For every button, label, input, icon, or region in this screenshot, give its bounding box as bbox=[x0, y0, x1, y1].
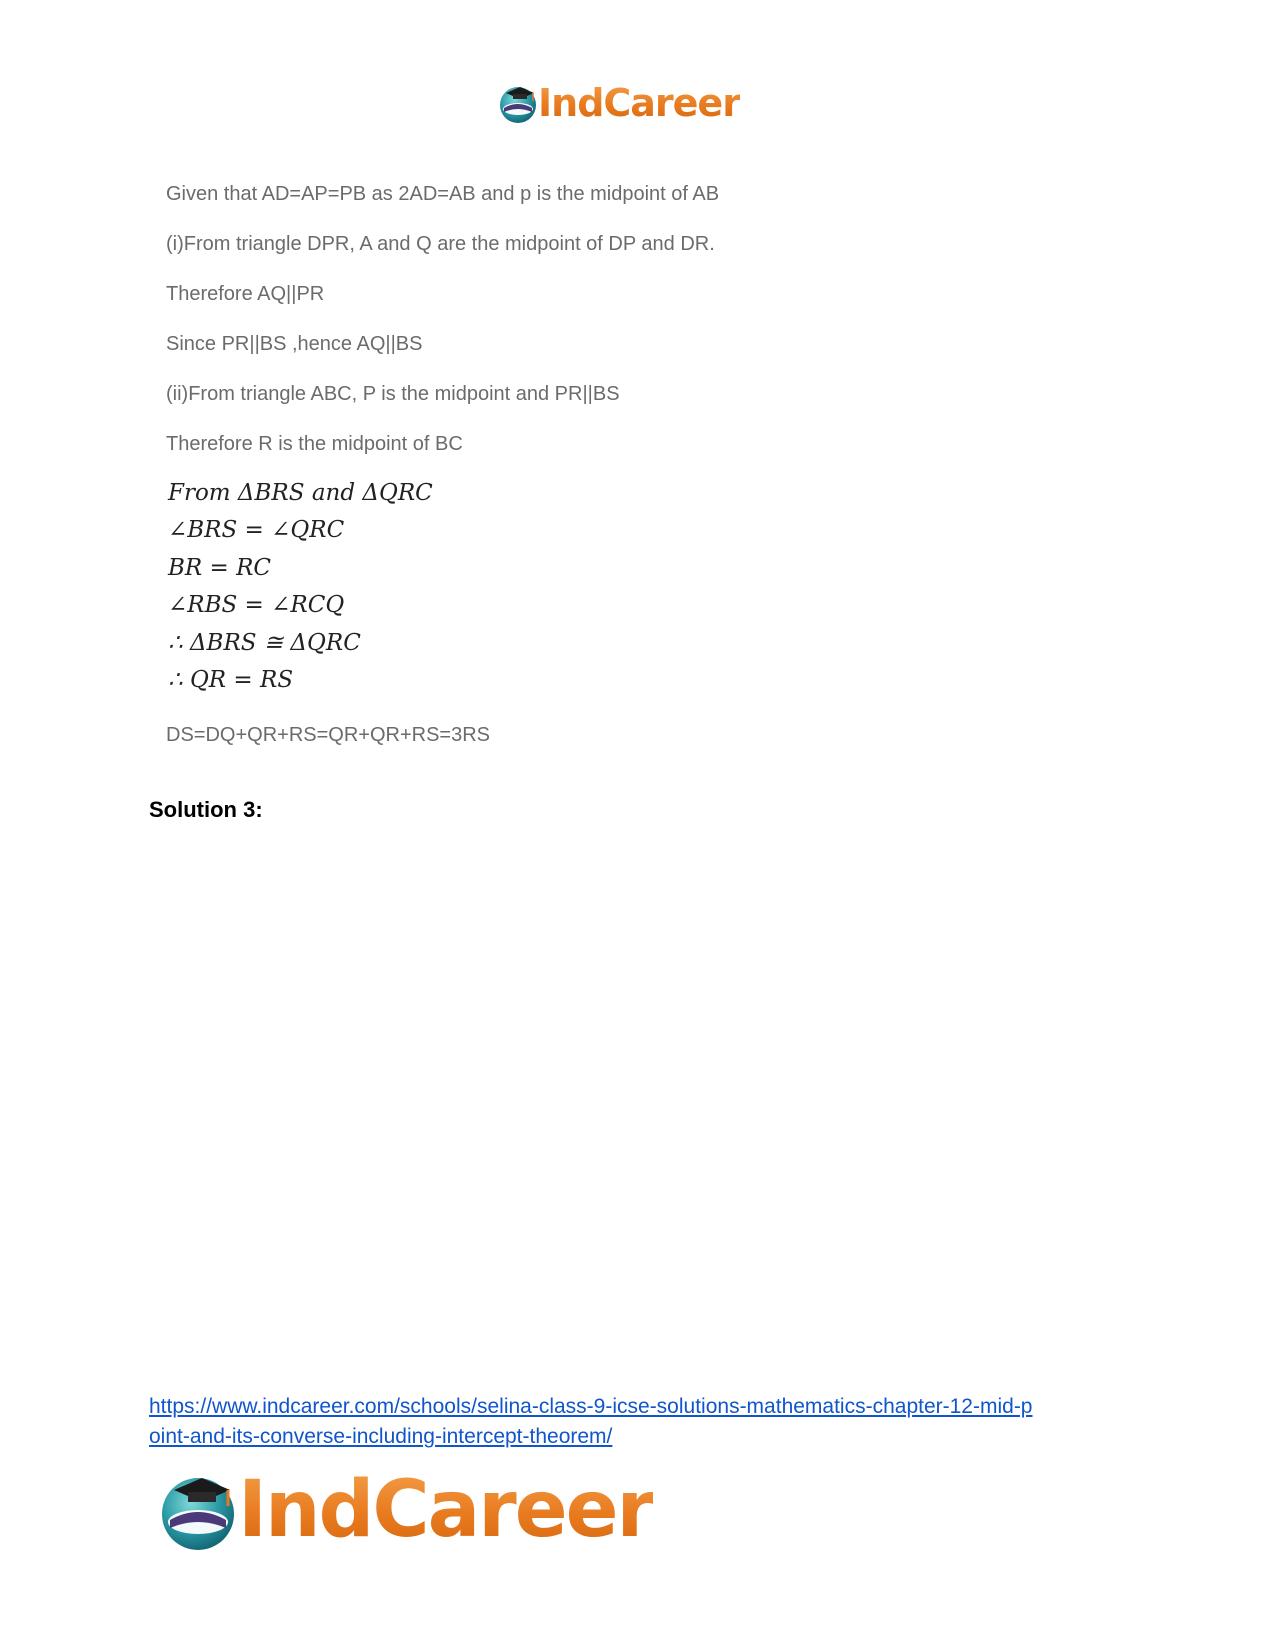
solution-line-part-i: (i)From triangle DPR, A and Q are the midpoint of DP and DR. bbox=[166, 233, 715, 255]
math-line-qr-rs: ∴ QR = RS bbox=[168, 667, 294, 693]
graduation-globe-icon bbox=[158, 1466, 246, 1554]
solution-line-given: Given that AD=AP=PB as 2AD=AB and p is the midpoint of AB bbox=[166, 183, 720, 205]
solution-line-aq-parallel-pr: Therefore AQ||PR bbox=[166, 283, 325, 305]
math-line-angle-brs: ∠BRS = ∠QRC bbox=[168, 517, 345, 543]
math-line-congruence: ∴ ΔBRS ≅ ΔQRC bbox=[168, 630, 361, 656]
solution-line-aq-parallel-bs: Since PR||BS ,hence AQ||BS bbox=[166, 333, 423, 355]
source-url-link-line2[interactable]: oint-and-its-converse-including-intercept-theorem/ bbox=[149, 1425, 613, 1448]
source-url-link-line1[interactable]: https://www.indcareer.com/schools/selina-class-9-icse-solutions-mathematics-chapter-12-mid-p bbox=[149, 1395, 1033, 1418]
math-line-triangles: From ΔBRS and ΔQRC bbox=[168, 480, 433, 506]
logo-wordmark: IndCareer bbox=[238, 1465, 653, 1555]
math-line-br-rc: BR = RC bbox=[168, 555, 272, 581]
solution-line-r-midpoint: Therefore R is the midpoint of BC bbox=[166, 433, 463, 455]
logo-wordmark: IndCareer bbox=[538, 81, 740, 125]
section-heading: Solution 3: bbox=[149, 797, 263, 822]
indcareer-logo-footer bbox=[158, 1462, 653, 1558]
math-line-angle-rbs: ∠RBS = ∠RCQ bbox=[168, 592, 345, 618]
solution-line-part-ii: (ii)From triangle ABC, P is the midpoint and PR||BS bbox=[166, 383, 620, 405]
graduation-globe-icon bbox=[498, 81, 542, 125]
indcareer-logo-header bbox=[498, 79, 740, 127]
solution-conclusion: DS=DQ+QR+RS=QR+QR+RS=3RS bbox=[166, 724, 491, 746]
